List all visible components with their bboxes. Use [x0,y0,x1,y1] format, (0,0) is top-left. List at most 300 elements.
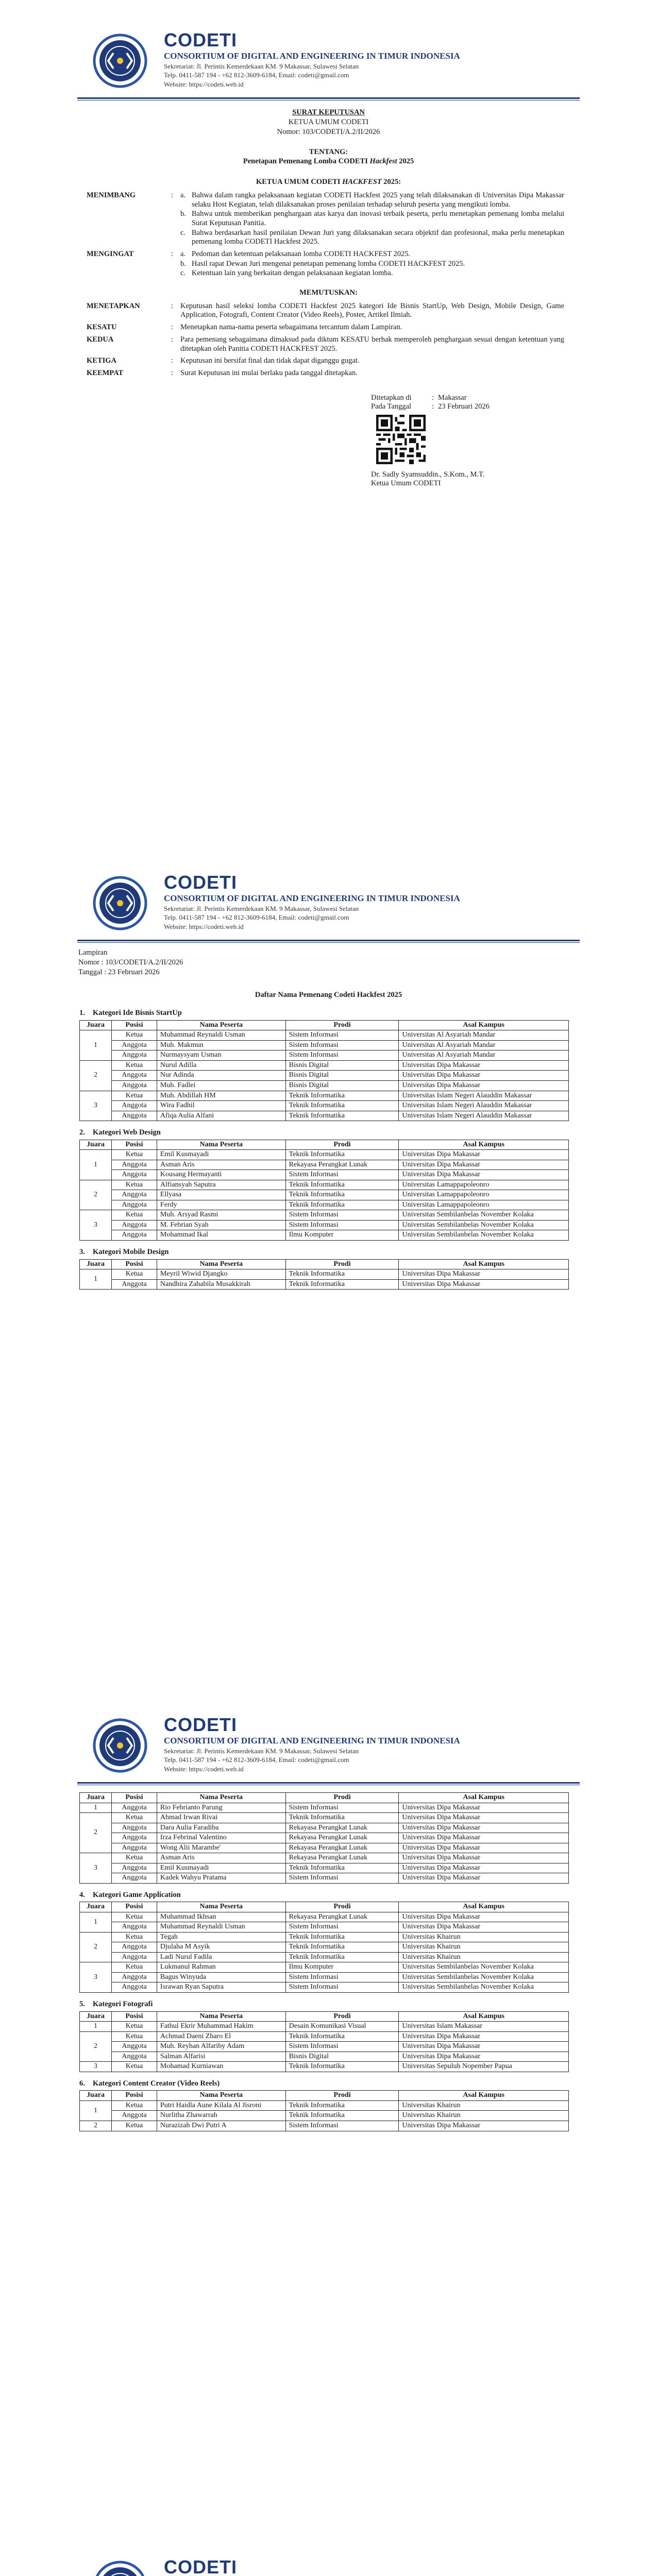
nama-cell: Wong Alii Marambe' [157,1843,285,1853]
category-number: 1. [79,1009,85,1018]
column-header: Asal Kampus [399,2091,569,2101]
column-header: Prodi [285,2091,399,2101]
juara-cell: 3 [80,1210,112,1241]
posisi-cell: Ketua [111,1813,157,1823]
prodi-cell: Teknik Informatika [285,1813,399,1823]
posisi-cell: Anggota [111,1220,157,1230]
posisi-cell: Anggota [111,1230,157,1241]
signer-name: Dr. Sadly Syamsuddin., S.Kom., M.T. [371,470,485,479]
nama-cell: Nurlitha Zhawarrah [157,2111,285,2121]
juara-cell: 1 [80,2022,112,2032]
nama-cell: M. Febrian Syah [157,1220,285,1230]
nama-cell: Nurul Adilla [157,1060,285,1071]
posisi-cell: Anggota [111,1823,157,1833]
table-row [80,2042,569,2052]
ketiga-text: Keputusan ini bersifat final dan tidak dapat diganggu gugat. [180,357,360,365]
nama-cell: Bagus Winyuda [157,1972,285,1982]
header-row [80,1902,569,1912]
posisi-cell: Anggota [111,1833,157,1843]
posisi-cell: Anggota [111,1942,157,1953]
posisi-cell: Ketua [111,1853,157,1863]
asal-cell: Universitas Dipa Makassar [399,1803,569,1813]
asal-cell: Universitas Dipa Makassar [399,1843,569,1853]
juara-cell: 1 [80,1150,112,1180]
posisi-cell: Anggota [111,1101,157,1111]
nama-cell: Muhammad Ikhsan [157,1912,285,1922]
nama-cell: Asman Aris [157,1160,285,1170]
posisi-cell: Anggota [111,2042,157,2052]
org-address: Sekretariat: Jl. Perintis Kemerdekaan KM. 9 Makassar, Sulawesi Selatan [164,62,359,70]
kedua-text: Para pemenang sebagaimana dimaksud pada diktum KESATU berhak memperoleh penghargaan sesuai dengan ketentuan yang ditetapkan oleh Panitia CODETI HACKFEST 2025. [180,335,564,353]
prodi-cell: Sistem Informasi [285,1873,399,1884]
column-header: Prodi [285,1020,399,1030]
menetapkan-text: Keputusan hasil seleksi lomba CODETI Hackfest 2025 kategori Ide Bisnis StartUp, Web Design, Mobile Design, Game Application, Fotografi, Content Creator (Video Reels), Poster, Artikel Ilmiah. [180,301,564,319]
juara-cell: 2 [80,1180,112,1210]
column-header: Juara [80,1793,112,1803]
table-row [80,1030,569,1041]
category-title [79,1009,580,1018]
posisi-cell: Ketua [111,1180,157,1190]
nama-cell: Fathul Ekrir Muhammad Hakim [157,2022,285,2032]
table-row [80,1060,569,1071]
nama-cell: Djulaha M Asyik [157,1942,285,1953]
nama-cell: Putri Haidla Aune Kilala Al Jisroni [157,2100,285,2111]
nama-cell: Salman Alfarisi [157,2052,285,2062]
letterhead [77,871,580,944]
org-name: CODETI [164,872,238,893]
table-row [80,1150,569,1160]
table-row [80,1210,569,1221]
letter-title: SURAT KEPUTUSAN [292,108,365,116]
table-row [80,1833,569,1843]
juara-cell: 2 [80,2031,112,2062]
table-row [80,1873,569,1884]
juara-cell: 2 [80,1932,112,1962]
letterhead-rule [77,97,580,99]
mengingat-item: Pedoman dan ketentuan pelaksanaan lomba CODETI HACKFEST 2025. [192,250,411,259]
asal-cell: Universitas Dipa Makassar [399,1269,569,1280]
prodi-cell: Teknik Informatika [285,1111,399,1121]
letter-title-block [77,108,580,166]
category-name: Kategori Fotografi [93,1999,153,2008]
asal-cell: Universitas Dipa Makassar [399,1150,569,1160]
prodi-cell: Teknik Informatika [285,1150,399,1160]
header-row [80,1259,569,1269]
page-2 [77,871,580,1649]
category-name: Kategori Content Creator (Video Reels) [93,2079,220,2088]
page-4 [77,2555,580,2576]
column-header: Juara [80,1140,112,1150]
org-contact: Telp. 0411-587 194 - +62 812-3609-6184, Email: codeti@gmail.com [164,71,349,79]
prodi-cell: Teknik Informatika [285,2031,399,2042]
prodi-cell: Rekayasa Perangkat Lunak [285,1823,399,1833]
asal-cell: Universitas Dipa Makassar [399,2052,569,2062]
asal-cell: Universitas Islam Makassar [399,2022,569,2032]
signer-title: Ketua Umum CODETI [371,479,441,488]
ketua-heading: KETUA UMUM CODETI HACKFEST 2025: [256,178,401,187]
table-row [80,1843,569,1853]
category-number: 2. [79,1128,85,1137]
table-body [80,2100,569,2131]
prodi-cell: Bisnis Digital [285,2052,399,2062]
asal-cell: Universitas Islam Negeri Alauddin Makassar [399,1101,569,1111]
nama-cell: Emil Kusmayadi [157,1863,285,1873]
table-row [80,1853,569,1863]
org-address: Sekretariat: Jl. Perintis Kemerdekaan KM. 9 Makassar, Sulawesi Selatan [164,904,359,912]
asal-cell: Universitas Dipa Makassar [399,2031,569,2042]
posisi-cell: Anggota [111,1050,157,1061]
category-title [79,1891,580,1900]
table-header [80,1259,569,1269]
mengingat-item: Ketentuan lain yang berkaitan dengan pelaksanaan kegiatan lomba. [192,269,393,278]
table-row [80,1279,569,1290]
prodi-cell: Teknik Informatika [285,1932,399,1942]
posisi-cell: Ketua [111,1962,157,1973]
table-header [80,2091,569,2101]
prodi-cell: Rekayasa Perangkat Lunak [285,1912,399,1922]
asal-cell: Universitas Dipa Makassar [399,1922,569,1933]
asal-cell: Universitas Al Asyariah Mandar [399,1040,569,1050]
nama-cell: Asman Aris [157,1853,285,1863]
prodi-cell: Bisnis Digital [285,1081,399,1091]
page-1 [77,28,580,806]
asal-cell: Universitas Dipa Makassar [399,1060,569,1071]
posisi-cell: Anggota [111,1160,157,1170]
letterhead-rule [77,940,580,941]
menimbang-item: Bahwa untuk memberikan penghargaan atas karya dan inovasi terbaik peserta, perlu menetapkan pemenang lomba melalui Surat Keputusan Panitia. [192,210,564,227]
winners-table [79,2090,569,2131]
posisi-cell: Ketua [111,1060,157,1071]
column-header: Asal Kampus [399,1259,569,1269]
asal-cell: Universitas Dipa Makassar [399,1170,569,1180]
org-contact: Telp. 0411-587 194 - +62 812-3609-6184, Email: codeti@gmail.com [164,1756,349,1764]
nama-cell: Ladi Nurul Fadila [157,1952,285,1962]
posisi-cell: Anggota [111,1279,157,1290]
posisi-cell: Anggota [111,1111,157,1121]
codeti-logo-icon [93,1718,147,1773]
asal-cell: Universitas Dipa Makassar [399,1160,569,1170]
posisi-cell: Anggota [111,1982,157,1993]
column-header: Asal Kampus [399,2011,569,2022]
table-row [80,1050,569,1061]
table-row [80,2031,569,2042]
posisi-cell: Anggota [111,2111,157,2121]
column-header: Asal Kampus [399,1020,569,1030]
asal-cell: Universitas Dipa Makassar [399,1823,569,1833]
prodi-cell: Rekayasa Perangkat Lunak [285,1833,399,1843]
prodi-cell: Sistem Informasi [285,1922,399,1933]
nama-cell: Muh. Arsyad Rasmi [157,1210,285,1221]
table-row [80,2121,569,2131]
column-header: Nama Peserta [157,1902,285,1912]
prodi-cell: Ilmu Komputer [285,1230,399,1241]
category-title [79,2000,580,2009]
asal-cell: Universitas Khairun [399,2111,569,2121]
table-body [80,1803,569,1883]
keputusan-section: MENETAPKAN : Keputusan hasil seleksi lomba CODETI Hackfest 2025 kategori Ide Bisnis StartUp, Web Design, Mobile Design, Game Application, Fotografi, Content Creator (Video Reels), Poster, Artikel Ilmiah. KESATU : Menetapkan nama-nama peserta sebagaimana tercantum dalam Lampiran. KEDUA : Para pemenang sebagaimana dimaksud pada diktum KESATU berhak memperoleh penghargaan sesuai dengan ketentuan yang ditetapkan oleh Panitia CODETI HACKFEST 2025. KETIGA : Keputusan ini bersifat final dan tidak dapat diganggu gugat. KEEMPAT : Surat Keputusan ini mulai berlaku pada tanggal ditetapkan. [87,301,564,377]
table-row [80,1922,569,1933]
posisi-cell: Anggota [111,1170,157,1180]
asal-cell: Universitas Dipa Makassar [399,1833,569,1843]
asal-cell: Universitas Dipa Makassar [399,1912,569,1922]
posisi-cell: Ketua [111,1912,157,1922]
lampiran-title: Daftar Nama Pemenang Codeti Hackfest 2025 [255,990,402,999]
column-header: Asal Kampus [399,1793,569,1803]
table-row [80,1190,569,1200]
category-name: Kategori Game Application [93,1890,181,1899]
asal-cell: Universitas Lamappapoleonro [399,1180,569,1190]
prodi-cell: Teknik Informatika [285,1863,399,1873]
table-row [80,1160,569,1170]
posisi-cell: Ketua [111,2121,157,2131]
category-number: 3. [79,1247,85,1256]
nama-cell: Muhammad Reynaldi Usman [157,1030,285,1041]
prodi-cell: Rekayasa Perangkat Lunak [285,1843,399,1853]
asal-cell: Universitas Dipa Makassar [399,1081,569,1091]
asal-cell: Universitas Lamappapoleonro [399,1190,569,1200]
org-address: Sekretariat: Jl. Perintis Kemerdekaan KM. 9 Makassar, Sulawesi Selatan [164,1747,359,1755]
table-row [80,2052,569,2062]
category-title [79,2079,580,2089]
posisi-cell: Ketua [111,1932,157,1942]
nama-cell: Alfiansyah Saputra [157,1180,285,1190]
posisi-cell: Anggota [111,1040,157,1050]
table-row [80,1081,569,1091]
asal-cell: Universitas Sembilanbelas November Kolaka [399,1230,569,1241]
table-row [80,1101,569,1111]
prodi-cell: Bisnis Digital [285,1071,399,1081]
posisi-cell: Anggota [111,1972,157,1982]
letterhead [77,1713,580,1786]
posisi-cell: Ketua [111,2100,157,2111]
nama-cell: Muh. Fadlei [157,1081,285,1091]
nama-cell: Tegah [157,1932,285,1942]
column-header: Prodi [285,1259,399,1269]
winners-table [79,2011,569,2072]
prodi-cell: Bisnis Digital [285,1060,399,1071]
codeti-logo-icon [93,876,147,930]
prodi-cell: Sistem Informasi [285,1803,399,1813]
table-row [80,2022,569,2032]
prodi-cell: Teknik Informatika [285,1269,399,1280]
prodi-cell: Ilmu Komputer [285,1962,399,1973]
table-row [80,1111,569,1121]
menimbang-item: Bahwa berdasarkan hasil penilaian Dewan Juri yang dilaksanakan secara objektif dan profesional, maka perlu menetapkan pemenang lomba CODETI Hackfest 2025. [192,228,564,246]
org-full-name: CONSORTIUM OF DIGITAL AND ENGINEERING IN TIMUR INDONESIA [164,50,460,61]
column-header: Prodi [285,2011,399,2022]
posisi-cell: Anggota [111,1863,157,1873]
posisi-cell: Ketua [111,1210,157,1221]
tentang-label: TENTANG: [309,147,348,156]
asal-cell: Universitas Sembilanbelas November Kolaka [399,1982,569,1993]
table-body [80,2022,569,2072]
juara-cell: 2 [80,1813,112,1853]
posisi-cell: Ketua [111,2062,157,2072]
prodi-cell: Sistem Informasi [285,1030,399,1041]
header-row [80,2091,569,2101]
prodi-cell: Teknik Informatika [285,1101,399,1111]
posisi-cell: Ketua [111,1269,157,1280]
org-website: Website: https://codeti.web.id [164,922,244,930]
header-row [80,1793,569,1803]
table-row [80,1972,569,1982]
asal-cell: Universitas Dipa Makassar [399,2121,569,2131]
posisi-cell: Ketua [111,2022,157,2032]
column-header: Nama Peserta [157,1140,285,1150]
prodi-cell: Teknik Informatika [285,1279,399,1290]
posisi-cell: Anggota [111,1952,157,1962]
category-name: Kategori Web Design [93,1128,161,1137]
posisi-cell: Anggota [111,1071,157,1081]
asal-cell: Universitas Khairun [399,1932,569,1942]
winner-categories [77,1009,580,1290]
posisi-cell: Ketua [111,1091,157,1101]
nama-cell: Meyril Wiwid Djangko [157,1269,285,1280]
posisi-cell: Ketua [111,1030,157,1041]
nama-cell: Irza Febrinal Valentino [157,1833,285,1843]
winners-table [79,1792,569,1884]
juara-cell: 1 [80,1030,112,1061]
category-number: 5. [79,1999,85,2008]
prodi-cell: Teknik Informatika [285,2100,399,2111]
asal-cell: Universitas Khairun [399,1952,569,1962]
category-name: Kategori Ide Bisnis StartUp [93,1009,182,1018]
menimbang-section: MENIMBANG : a. Bahwa dalam rangka pelaksanaan kegiatan CODETI Hackfest 2025 yang telah dilaksanakan di Universitas Dipa Makassar selaku Host Kegiatan, telah dilaksanakan proses penilaian terhadap seluruh peserta yang mengikuti lomba. b. Bahwa untuk memberikan penghargaan atas karya dan inovasi terbaik peserta, perlu menetapkan pemenang lomba melalui Surat Keputusan Panitia. c. Bahwa berdasarkan hasil penilaian Dewan Juri yang dilaksanakan secara objektif dan profesional, maka perlu menetapkan pemenang lomba CODETI Hackfest 2025. MENGINGAT : a. Pedoman dan ketentuan pelaksanaan lomba CODETI HACKFEST 2025. b. Hasil rapat Dewan Juri mengenai penetapan pemenang lomba CODETI HACKFEST 2025. c. Ketentuan lain yang berkaitan dengan pelaksanaan kegiatan lomba. [87,191,564,278]
lampiran-meta: Lampiran Nomor : 103/CODETI/A.2/II/2026 Tanggal : 23 Februari 2026 [78,948,183,976]
asal-cell: Universitas Dipa Makassar [399,1863,569,1873]
juara-cell: 1 [80,1803,112,1813]
table-row [80,1803,569,1813]
prodi-cell: Sistem Informasi [285,2042,399,2052]
table-row [80,1230,569,1241]
nama-cell: Nur Adinda [157,1071,285,1081]
juara-cell: 3 [80,2062,112,2072]
table-row [80,1942,569,1953]
table-row [80,2062,569,2072]
nama-cell: Rio Febrianto Parung [157,1803,285,1813]
posisi-cell: Ketua [111,2031,157,2042]
column-header: Posisi [111,2091,157,2101]
asal-cell: Universitas Al Asyariah Mandar [399,1030,569,1041]
asal-cell: Universitas Dipa Makassar [399,1813,569,1823]
asal-cell: Universitas Sembilanbelas November Kolaka [399,1220,569,1230]
category-name: Kategori Mobile Design [93,1247,169,1256]
table-row [80,1200,569,1210]
nama-cell: Muh. Reyhan Alfariby Adam [157,2042,285,2052]
asal-cell: Universitas Sembilanbelas November Kolaka [399,1962,569,1973]
mengingat-item: Hasil rapat Dewan Juri mengenai penetapan pemenang lomba CODETI HACKFEST 2025. [192,259,465,268]
letter-issuer: KETUA UMUM CODETI [288,117,369,126]
asal-cell: Universitas Khairun [399,2100,569,2111]
letterhead-rule [77,1782,580,1784]
prodi-cell: Teknik Informatika [285,1180,399,1190]
asal-cell: Universitas Lamappapoleonro [399,1200,569,1210]
juara-cell: 2 [80,2121,112,2131]
table-body [80,1150,569,1241]
prodi-cell: Teknik Informatika [285,1952,399,1962]
column-header: Juara [80,1902,112,1912]
column-header: Posisi [111,1140,157,1150]
juara-cell: 3 [80,1962,112,1993]
posisi-cell: Anggota [111,1081,157,1091]
letterhead [77,2555,580,2576]
table-row [80,1071,569,1081]
winners-table [79,1140,569,1241]
table-row [80,1040,569,1050]
prodi-cell: Desain Komunikasi Visual [285,2022,399,2032]
column-header: Prodi [285,1902,399,1912]
nama-cell: Lukmanul Rahman [157,1962,285,1973]
table-row [80,1813,569,1823]
posisi-cell: Anggota [111,2052,157,2062]
table-row [80,1912,569,1922]
column-header: Nama Peserta [157,2011,285,2022]
category-number: 4. [79,1890,85,1899]
juara-cell: 3 [80,1091,112,1121]
table-row [80,1091,569,1101]
table-row [80,2100,569,2111]
org-name: CODETI [164,1714,238,1735]
table-body [80,1269,569,1290]
memutuskan-heading: MEMUTUSKAN: [299,289,358,297]
table-row [80,1952,569,1962]
table-row [80,1982,569,1993]
table-row [80,1170,569,1180]
nama-cell: Nurazizah Dwi Putri A [157,2121,285,2131]
asal-cell: Universitas Dipa Makassar [399,2042,569,2052]
asal-cell: Universitas Dipa Makassar [399,1071,569,1081]
column-header: Nama Peserta [157,1793,285,1803]
nama-cell: Emil Kusmayadi [157,1150,285,1160]
asal-cell: Universitas Sembilanbelas November Kolaka [399,1972,569,1982]
juara-cell: 1 [80,1912,112,1932]
prodi-cell: Teknik Informatika [285,1942,399,1953]
column-header: Posisi [111,1259,157,1269]
table-row [80,1932,569,1942]
letter-subject: Penetapan Pemenang Lomba CODETI Hackfest 2025 [243,157,414,166]
signature-block: Ditetapkan di : Makassar Pada Tanggal : 23 Februari 2026 Dr. Sadly Syamsuddin., S.Kom., M.T. Ketua Umum CODETI [371,394,580,488]
posisi-cell: Anggota [111,1803,157,1813]
category-title [79,1128,580,1138]
nama-cell: Ahmad Irwan Rivai [157,1813,285,1823]
column-header: Juara [80,1259,112,1269]
posisi-cell: Anggota [111,1873,157,1884]
nama-cell: Nurmaysyam Usman [157,1050,285,1061]
column-header: Juara [80,2011,112,2022]
table-header [80,2011,569,2022]
table-row [80,1962,569,1973]
org-website: Website: https://codeti.web.id [164,80,244,88]
column-header: Prodi [285,1793,399,1803]
column-header: Nama Peserta [157,1020,285,1030]
prodi-cell: Sistem Informasi [285,2121,399,2131]
posisi-cell: Ketua [111,1150,157,1160]
prodi-cell: Sistem Informasi [285,1972,399,1982]
table-row [80,1180,569,1190]
prodi-cell: Teknik Informatika [285,2111,399,2121]
prodi-cell: Sistem Informasi [285,1220,399,1230]
nama-cell: Wira Fadhil [157,1101,285,1111]
prodi-cell: Teknik Informatika [285,1091,399,1101]
keempat-text: Surat Keputusan ini mulai berlaku pada tanggal ditetapkan. [180,368,358,377]
column-header: Juara [80,1020,112,1030]
nama-cell: Nandhira Zahabila Musakkirah [157,1279,285,1290]
winners-table [79,1259,569,1290]
asal-cell: Universitas Islam Negeri Alauddin Makassar [399,1111,569,1121]
table-header [80,1140,569,1150]
nama-cell: Mohammad Ikal [157,1230,285,1241]
juara-cell: 1 [80,1269,112,1290]
